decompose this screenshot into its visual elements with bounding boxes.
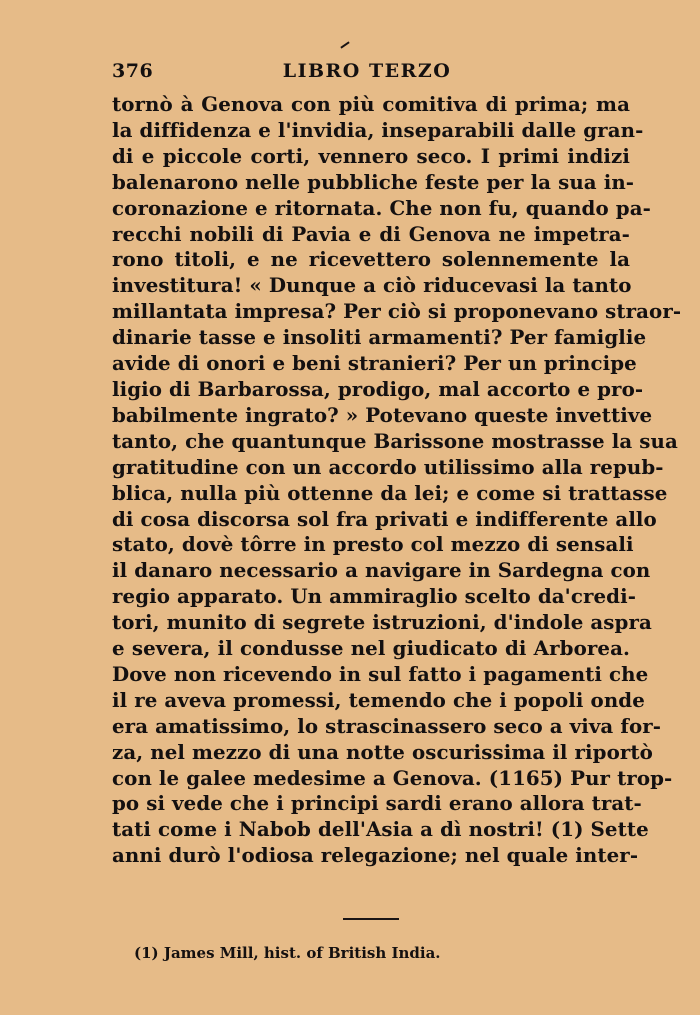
text-line: po si vede che i principi sardi erano allora trat-: [112, 791, 642, 816]
text-line: Dove non ricevendo in sul fatto i pagamenti che: [112, 661, 649, 686]
text-line: stato, dovè tôrre in presto col mezzo di sensali: [112, 532, 634, 557]
text-line: babilmente ingrato? » Potevano queste invettive: [112, 402, 653, 427]
text-line: il danaro necessario a navigare in Sardegna con: [112, 558, 651, 583]
text-line: tanto, che quantunque Barissone mostrasse la sua: [112, 428, 678, 453]
body-text: [112, 92, 682, 869]
footnote-separator: [343, 918, 399, 920]
text-line: recchi nobili di Pavia e di Genova ne impetra-: [112, 221, 630, 246]
text-line: di e piccole corti, vennero seco. I primi indizi: [112, 143, 630, 168]
text-line: blica, nulla più ottenne da lei; e come si trattasse: [112, 480, 668, 505]
text-line: la diffidenza e l'invidia, inseparabili dalle gran-: [112, 117, 644, 142]
text-line: balenarono nelle pubbliche feste per la sua in-: [112, 169, 635, 194]
text-line: con le galee medesime a Genova. (1165) Pur trop-: [112, 765, 673, 790]
text-line: investitura! « Dunque a ciò riducevasi la tanto: [112, 273, 632, 298]
page-number: 376: [112, 60, 154, 82]
text-line: regio apparato. Un ammiraglio scelto da'credi-: [112, 584, 637, 609]
printer-mark: [340, 41, 349, 48]
footnote: (1) James Mill, hist. of British India.: [134, 944, 441, 962]
text-line: era amatissimo, lo strascinassero seco a viva for-: [112, 713, 662, 738]
text-line: tati come i Nabob dell'Asia a dì nostri! (1) Sette: [112, 817, 649, 842]
running-title: LIBRO TERZO: [282, 60, 452, 82]
text-line: anni durò l'odiosa relegazione; nel quale inter-: [112, 843, 639, 868]
text-line: tornò à Genova con più comitiva di prima; ma: [112, 92, 630, 116]
text-line: ligio di Barbarossa, prodigo, mal accorto e pro-: [112, 376, 644, 401]
text-line: il re aveva promessi, temendo che i popoli onde: [112, 687, 645, 712]
text-line: avide di onori e beni stranieri? Per un principe: [112, 351, 637, 376]
text-line: dinarie tasse e insoliti armamenti? Per famiglie: [112, 325, 647, 350]
text-line: tori, munito di segrete istruzioni, d'indole aspra: [112, 610, 652, 635]
text-line: gratitudine con un accordo utilissimo alla repub-: [112, 454, 664, 479]
text-line: rono titoli, e ne ricevettero solennemente la: [112, 247, 630, 272]
text-line: millantata impresa? Per ciò si proponevano straor-: [112, 299, 682, 324]
text-line: di cosa discorsa sol fra privati e indifferente allo: [112, 506, 657, 531]
text-line: za, nel mezzo di una notte oscurissima il riportò: [112, 739, 653, 764]
page-header: [112, 60, 622, 90]
text-line: e severa, il condusse nel giudicato di Arborea.: [112, 636, 630, 661]
text-line: coronazione e ritornata. Che non fu, quando pa-: [112, 195, 651, 220]
